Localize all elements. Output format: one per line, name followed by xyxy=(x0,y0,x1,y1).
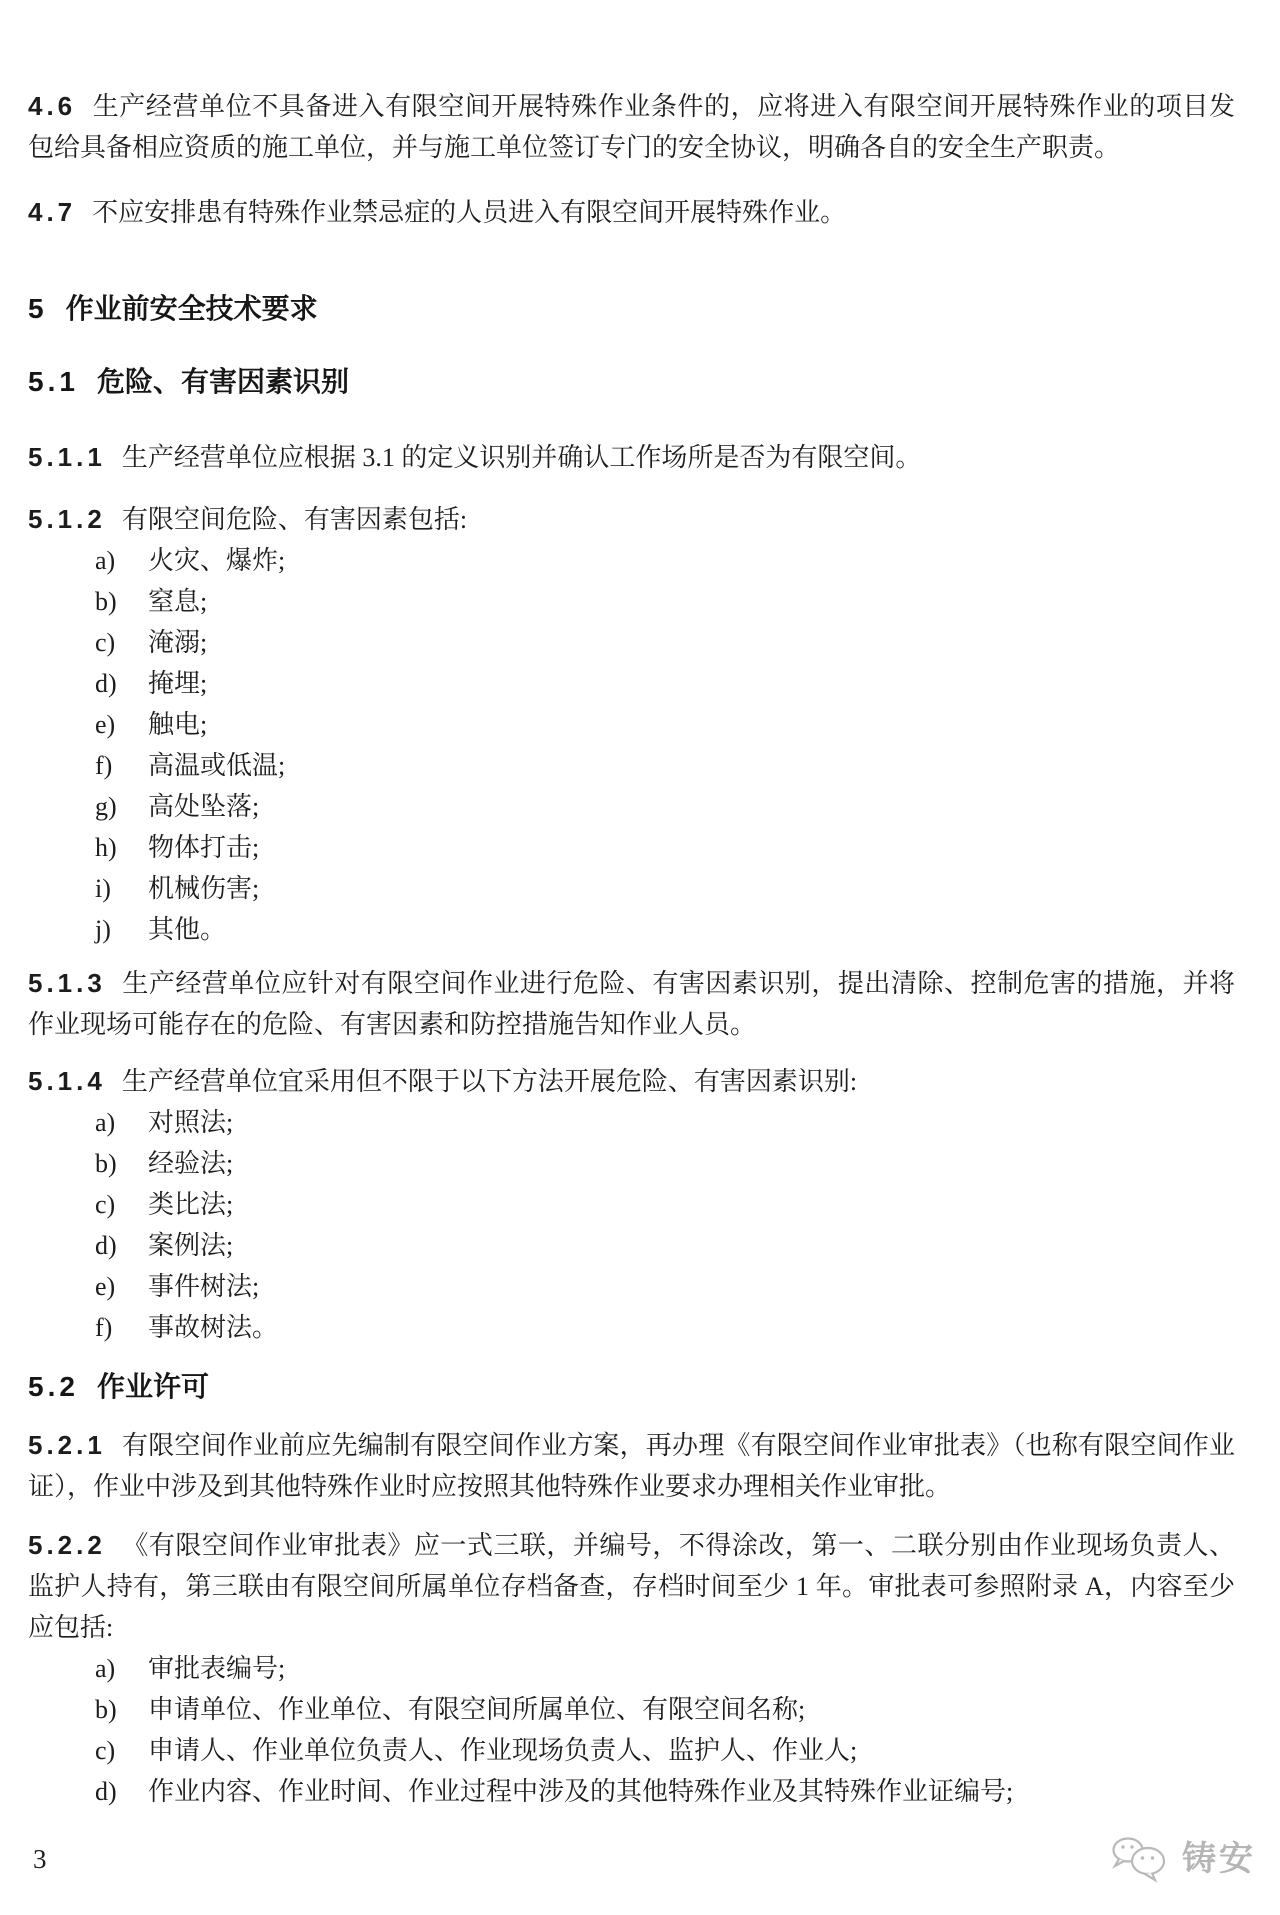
section-title: 危险、有害因素识别 xyxy=(96,366,349,397)
list-item-label: d) xyxy=(95,669,117,698)
list-item-text: 掩埋; xyxy=(148,669,208,698)
watermark xyxy=(1108,1835,1256,1883)
list-item-text: 火灾、爆炸; xyxy=(148,546,286,575)
list-item-label: a) xyxy=(95,1108,116,1137)
list-item-text: 窒息; xyxy=(148,587,208,616)
clause-text: 生产经营单位宜采用但不限于以下方法开展危险、有害因素识别: xyxy=(121,1067,858,1096)
list-item-label: a) xyxy=(95,546,116,575)
list-item xyxy=(28,1689,1235,1730)
clause-text: 《有限空间作业审批表》应一式三联，并编号，不得涂改，第一、二联分别由作业现场负责人、监护人持有，第三联由有限空间所属单位存档备查，存档时间至少 1 年。审批表可参照附录 A，内容至少应包括: xyxy=(28,1531,1235,1642)
list-item xyxy=(28,1184,1235,1225)
list-item xyxy=(28,1307,1235,1348)
clause-5-1-4 xyxy=(28,1061,1235,1102)
clause-4-7 xyxy=(28,192,1235,233)
list-item-label: d) xyxy=(95,1777,117,1806)
clause-number: 4.7 xyxy=(28,197,77,227)
list-item xyxy=(28,1143,1235,1184)
list-item-text: 作业内容、作业时间、作业过程中涉及的其他特殊作业及其特殊作业证编号; xyxy=(148,1777,1014,1806)
list-item xyxy=(28,581,1235,622)
list-item xyxy=(28,540,1235,581)
list-item-text: 触电; xyxy=(148,710,208,739)
watermark-text: 铸安 xyxy=(1182,1840,1256,1878)
list-item xyxy=(28,1730,1235,1771)
list-item xyxy=(28,1266,1235,1307)
page-number: 3 xyxy=(33,1844,47,1874)
section-heading-5-1 xyxy=(28,360,1235,404)
section-heading-5 xyxy=(28,287,1235,331)
wechat-icon xyxy=(1108,1835,1172,1883)
list-item xyxy=(28,868,1235,909)
list-item-text: 其他。 xyxy=(148,915,227,944)
list-item-text: 物体打击; xyxy=(148,833,260,862)
clause-text: 有限空间作业前应先编制有限空间作业方案，再办理《有限空间作业审批表》（也称有限空间作业证），作业中涉及到其他特殊作业时应按照其他特殊作业要求办理相关作业审批。 xyxy=(28,1431,1235,1501)
list-item-label: a) xyxy=(95,1654,116,1683)
approval-form-content-list xyxy=(28,1648,1235,1812)
list-item-label: e) xyxy=(95,1272,116,1301)
clause-5-1-1 xyxy=(28,437,1235,478)
list-item-text: 事件树法; xyxy=(148,1272,260,1301)
clause-number: 4.6 xyxy=(28,91,77,121)
list-item-label: i) xyxy=(95,874,111,903)
list-item xyxy=(28,622,1235,663)
list-item xyxy=(28,1771,1235,1812)
clause-number: 5.2.1 xyxy=(28,1430,106,1460)
list-item-label: j) xyxy=(95,915,111,944)
list-item-label: g) xyxy=(95,792,117,821)
list-item-label: c) xyxy=(95,628,116,657)
list-item xyxy=(28,909,1235,950)
list-item-label: b) xyxy=(95,587,117,616)
clause-number: 5.1.3 xyxy=(28,968,106,998)
list-item-text: 高处坠落; xyxy=(148,792,260,821)
list-item-label: b) xyxy=(95,1695,117,1724)
clause-5-1-2 xyxy=(28,499,1235,540)
list-item-label: b) xyxy=(95,1149,117,1178)
list-item-label: f) xyxy=(95,751,113,780)
list-item-text: 事故树法。 xyxy=(148,1313,279,1342)
section-title: 作业前安全技术要求 xyxy=(65,293,318,324)
list-item-text: 申请人、作业单位负责人、作业现场负责人、监护人、作业人; xyxy=(148,1736,858,1765)
clause-5-2-2 xyxy=(28,1525,1235,1648)
section-heading-5-2 xyxy=(28,1365,1235,1409)
list-item xyxy=(28,663,1235,704)
list-item-text: 高温或低温; xyxy=(148,751,286,780)
list-item xyxy=(28,745,1235,786)
clause-text: 不应安排患有特殊作业禁忌症的人员进入有限空间开展特殊作业。 xyxy=(92,198,847,227)
list-item xyxy=(28,704,1235,745)
hazard-factor-list xyxy=(28,540,1235,950)
clause-4-6 xyxy=(28,86,1235,168)
list-item xyxy=(28,1225,1235,1266)
list-item xyxy=(28,1102,1235,1143)
identification-method-list xyxy=(28,1102,1235,1348)
list-item-label: e) xyxy=(95,710,116,739)
list-item-text: 机械伤害; xyxy=(148,874,260,903)
list-item-text: 经验法; xyxy=(148,1149,234,1178)
list-item xyxy=(28,827,1235,868)
list-item-label: c) xyxy=(95,1190,116,1219)
list-item-text: 对照法; xyxy=(148,1108,234,1137)
list-item-label: h) xyxy=(95,833,117,862)
list-item-text: 申请单位、作业单位、有限空间所属单位、有限空间名称; xyxy=(148,1695,806,1724)
list-item-label: f) xyxy=(95,1313,113,1342)
list-item xyxy=(28,786,1235,827)
section-number: 5 xyxy=(28,293,48,324)
list-item-text: 淹溺; xyxy=(148,628,208,657)
list-item-text: 案例法; xyxy=(148,1231,234,1260)
section-number: 5.2 xyxy=(28,1371,79,1402)
clause-number: 5.1.1 xyxy=(28,442,106,472)
section-number: 5.1 xyxy=(28,366,79,397)
clause-text: 生产经营单位应根据 3.1 的定义识别并确认工作场所是否为有限空间。 xyxy=(121,443,922,472)
list-item-text: 类比法; xyxy=(148,1190,234,1219)
clause-5-2-1 xyxy=(28,1425,1235,1507)
clause-text: 生产经营单位不具备进入有限空间开展特殊作业条件的，应将进入有限空间开展特殊作业的项目发包给具备相应资质的施工单位，并与施工单位签订专门的安全协议，明确各自的安全生产职责。 xyxy=(28,92,1235,162)
list-item-text: 审批表编号; xyxy=(148,1654,286,1683)
clause-5-1-3 xyxy=(28,963,1235,1045)
clause-number: 5.2.2 xyxy=(28,1530,106,1560)
clause-number: 5.1.2 xyxy=(28,504,106,534)
list-item-label: c) xyxy=(95,1736,116,1765)
clause-text: 生产经营单位应针对有限空间作业进行危险、有害因素识别，提出清除、控制危害的措施，并将作业现场可能存在的危险、有害因素和防控措施告知作业人员。 xyxy=(28,969,1235,1039)
clause-text: 有限空间危险、有害因素包括: xyxy=(121,505,468,534)
section-title: 作业许可 xyxy=(96,1371,209,1402)
list-item xyxy=(28,1648,1235,1689)
clause-number: 5.1.4 xyxy=(28,1066,106,1096)
list-item-label: d) xyxy=(95,1231,117,1260)
